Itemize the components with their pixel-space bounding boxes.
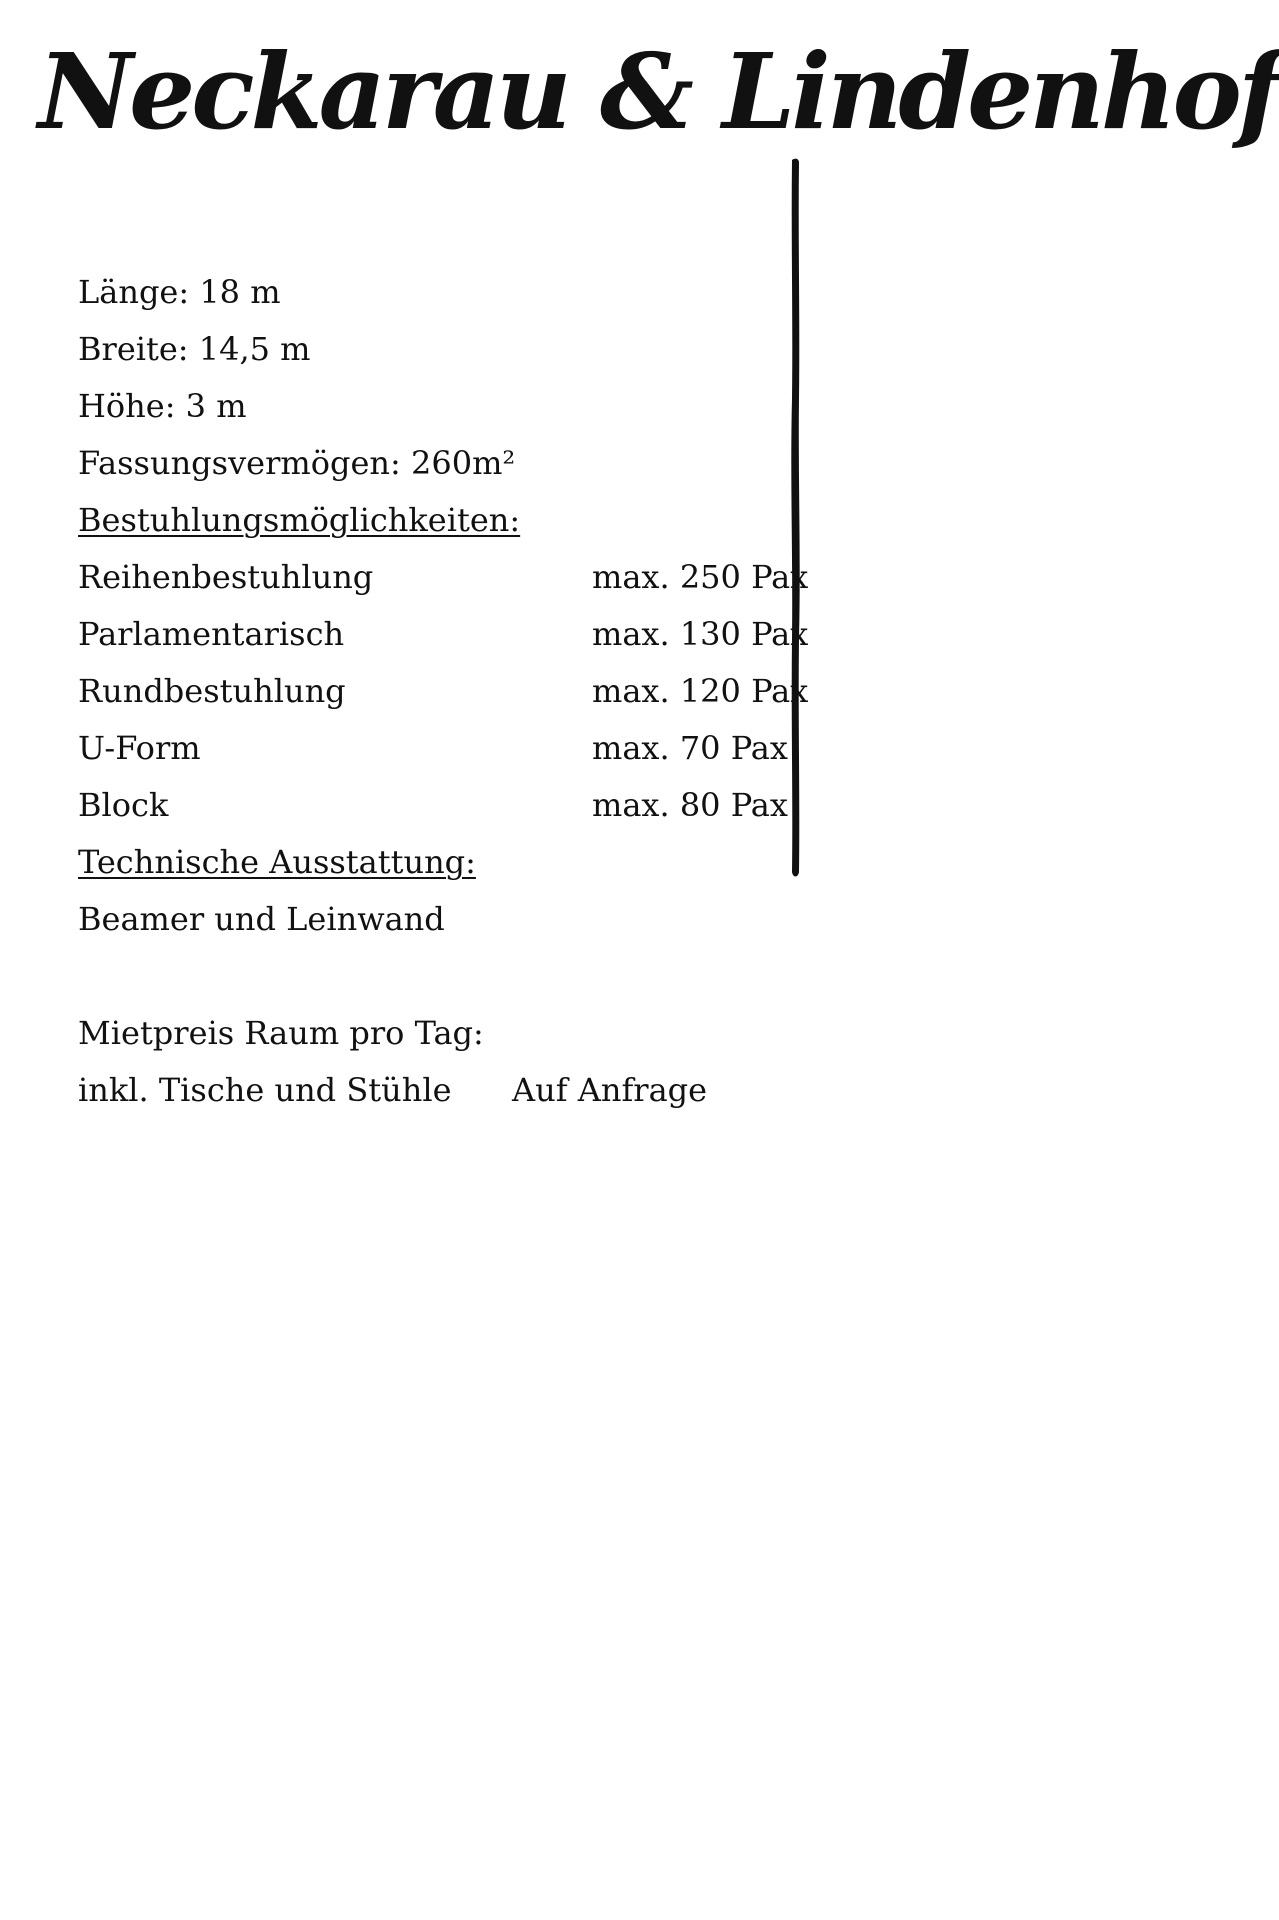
- seating-label: U-Form: [78, 729, 201, 767]
- pricing-value: Auf Anfrage: [512, 1071, 708, 1109]
- width-text: Breite: 14,5 m: [78, 330, 311, 368]
- seating-row: [78, 615, 809, 658]
- seating-heading: Bestuhlungsmöglichkeiten:: [78, 501, 521, 539]
- seating-row: [78, 558, 809, 601]
- length-text: Länge: 18 m: [78, 273, 281, 311]
- pricing-heading: Mietpreis Raum pro Tag:: [78, 1014, 484, 1052]
- seating-value: max. 130 Pax: [592, 615, 809, 653]
- seating-label: Rundbestuhlung: [78, 672, 346, 710]
- seating-row: [78, 786, 798, 829]
- seating-value: max. 120 Pax: [592, 672, 809, 710]
- seating-label: Block: [78, 786, 169, 824]
- seating-value: max. 250 Pax: [592, 558, 809, 596]
- pricing-label: inkl. Tische und Stühle: [78, 1071, 452, 1109]
- seating-row: [78, 729, 798, 772]
- page-title: Neckarau & Lindenhof: [38, 30, 1279, 153]
- seating-label: Reihenbestuhlung: [78, 558, 374, 596]
- technical-heading: Technische Ausstattung:: [78, 843, 476, 881]
- pricing-row: [78, 1071, 798, 1114]
- seating-value: max. 80 Pax: [592, 786, 788, 824]
- technical-item: Beamer und Leinwand: [78, 900, 445, 938]
- seating-label: Parlamentarisch: [78, 615, 345, 653]
- capacity-text: Fassungsvermögen: 260m²: [78, 444, 516, 482]
- height-text: Höhe: 3 m: [78, 387, 247, 425]
- seating-value: max. 70 Pax: [592, 729, 788, 767]
- seating-row: [78, 672, 809, 715]
